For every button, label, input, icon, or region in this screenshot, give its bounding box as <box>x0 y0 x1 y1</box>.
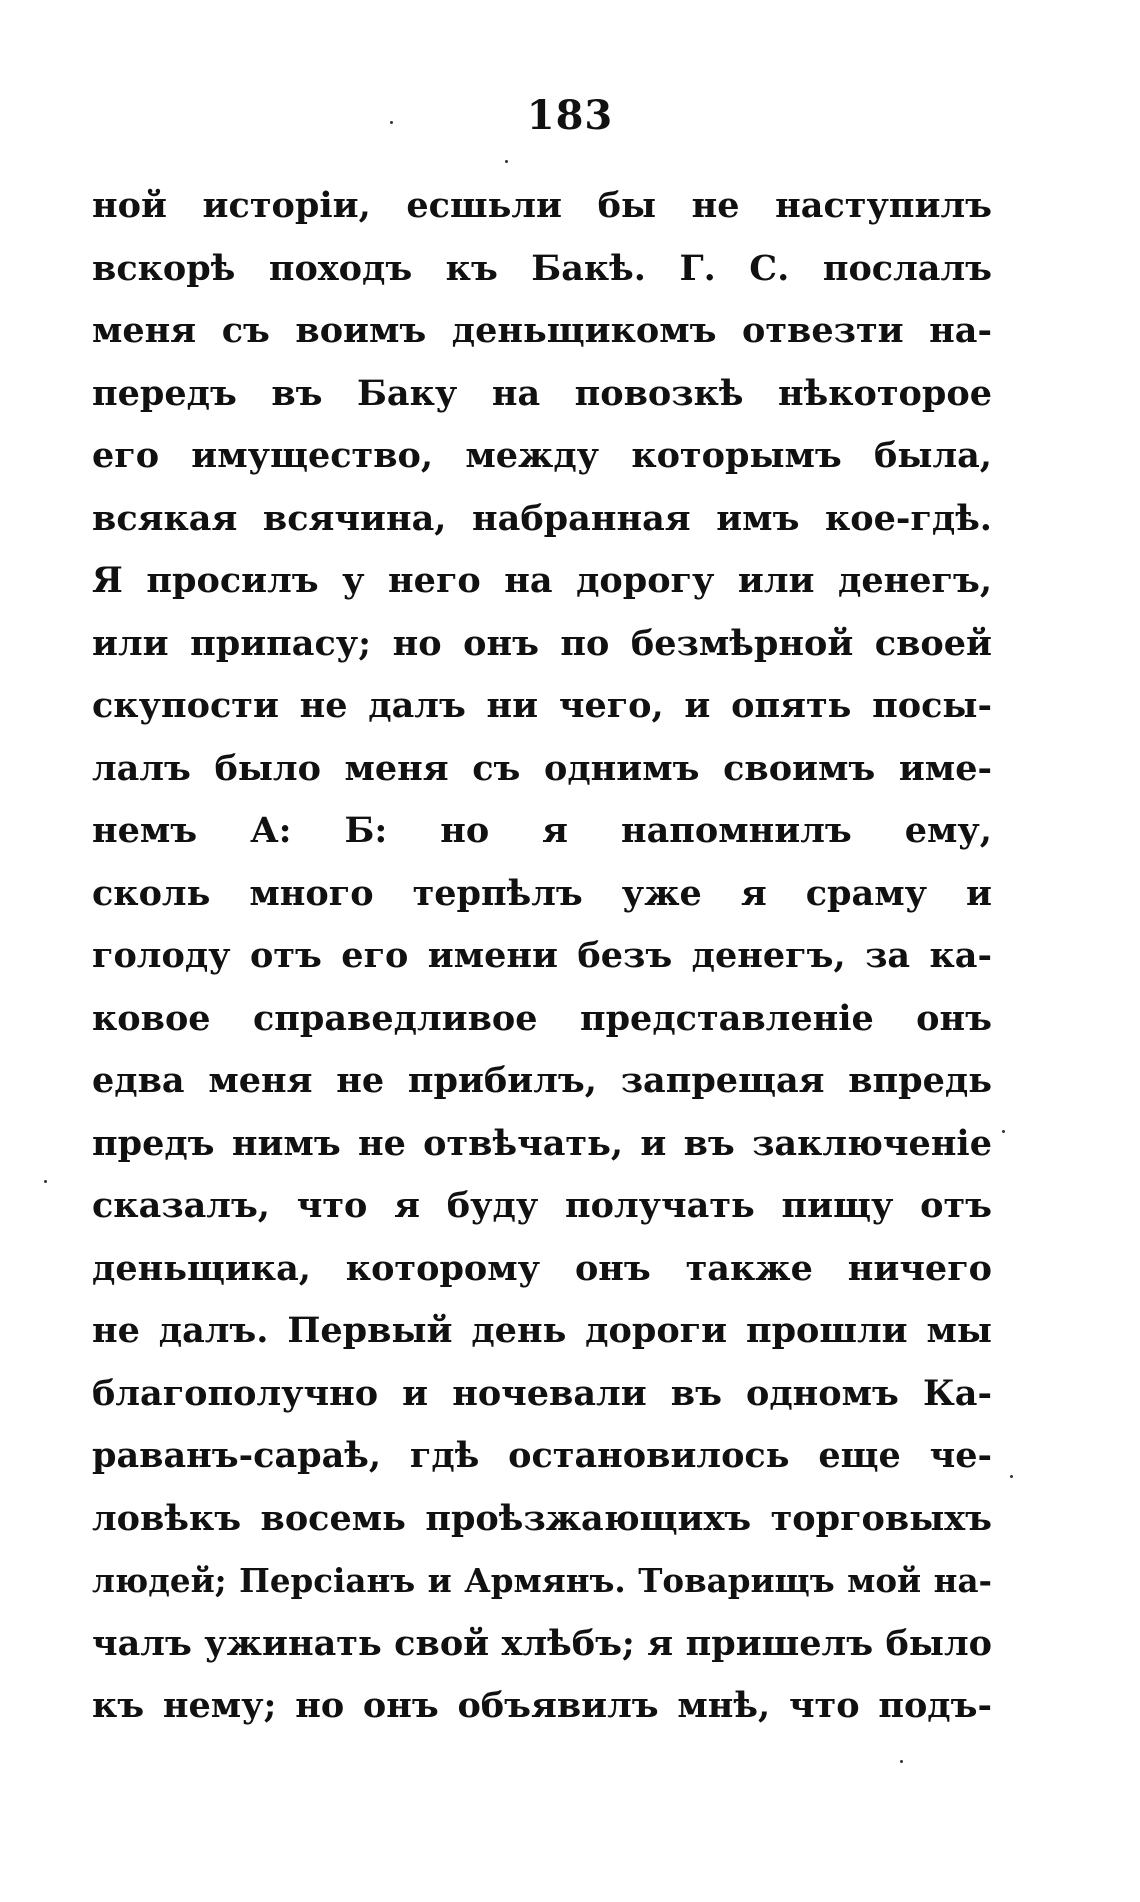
text-line: не далъ. Первый день дороги прошли мы <box>92 1310 992 1351</box>
print-speck <box>900 1760 903 1763</box>
print-speck <box>44 1180 47 1183</box>
text-line: предъ нимъ не отвѣчать, и въ заключеніе <box>92 1122 992 1164</box>
text-line: деньщика, которому онъ также ничего <box>92 1247 992 1289</box>
page-number: 183 <box>526 92 614 139</box>
body-text <box>92 175 992 1738</box>
text-line: Я просилъ у него на дорогу или денегъ, <box>92 560 992 601</box>
text-line: къ нему; но онъ объявилъ мнѣ, что подъ- <box>92 1685 992 1726</box>
print-speck <box>1010 1475 1013 1478</box>
print-speck <box>390 121 393 124</box>
text-line: меня съ воимъ деньщикомъ отвезти на- <box>92 310 992 351</box>
text-line: скупости не далъ ни чего, и опять посы- <box>92 685 992 726</box>
text-line: благополучно и ночевали въ одномъ Ка- <box>92 1372 992 1414</box>
text-line: сказалъ, что я буду получать пищу отъ <box>92 1185 992 1226</box>
print-speck <box>505 160 508 163</box>
text-line: ковое справедливое представленіе онъ <box>92 997 992 1039</box>
print-speck <box>1002 1130 1005 1133</box>
text-line: сколь много терпѣлъ уже я сраму и <box>92 872 992 914</box>
text-line: лалъ было меня съ однимъ своимъ име- <box>92 747 992 789</box>
text-line: ной исторіи, есшьли бы не наступилъ <box>92 185 992 226</box>
text-line: немъ А: Б: но я напомнилъ ему, <box>92 810 992 851</box>
text-line: вскорѣ походъ къ Бакѣ. Г. С. послалъ <box>92 247 992 289</box>
text-line: ловѣкъ восемь проѣзжающихъ торговыхъ <box>92 1497 992 1539</box>
text-line: передъ въ Баку на повозкѣ нѣкоторое <box>92 372 992 414</box>
text-line: всякая всячина, набранная имъ кое-гдѣ. <box>92 497 992 539</box>
text-line: голоду отъ его имени безъ денегъ, за ка- <box>92 935 992 976</box>
text-line: чалъ ужинать свой хлѣбъ; я пришелъ было <box>92 1622 992 1664</box>
text-line: его имущество, между которымъ была, <box>92 435 992 476</box>
text-line: или припасу; но онъ по безмѣрной своей <box>92 622 992 664</box>
text-line: раванъ-сараѣ, гдѣ остановилось еще че- <box>92 1435 992 1476</box>
text-line: людей; Персіанъ и Армянъ. Товарищъ мой на- <box>92 1561 992 1600</box>
text-line: едва меня не прибилъ, запрещая впредь <box>92 1060 992 1101</box>
